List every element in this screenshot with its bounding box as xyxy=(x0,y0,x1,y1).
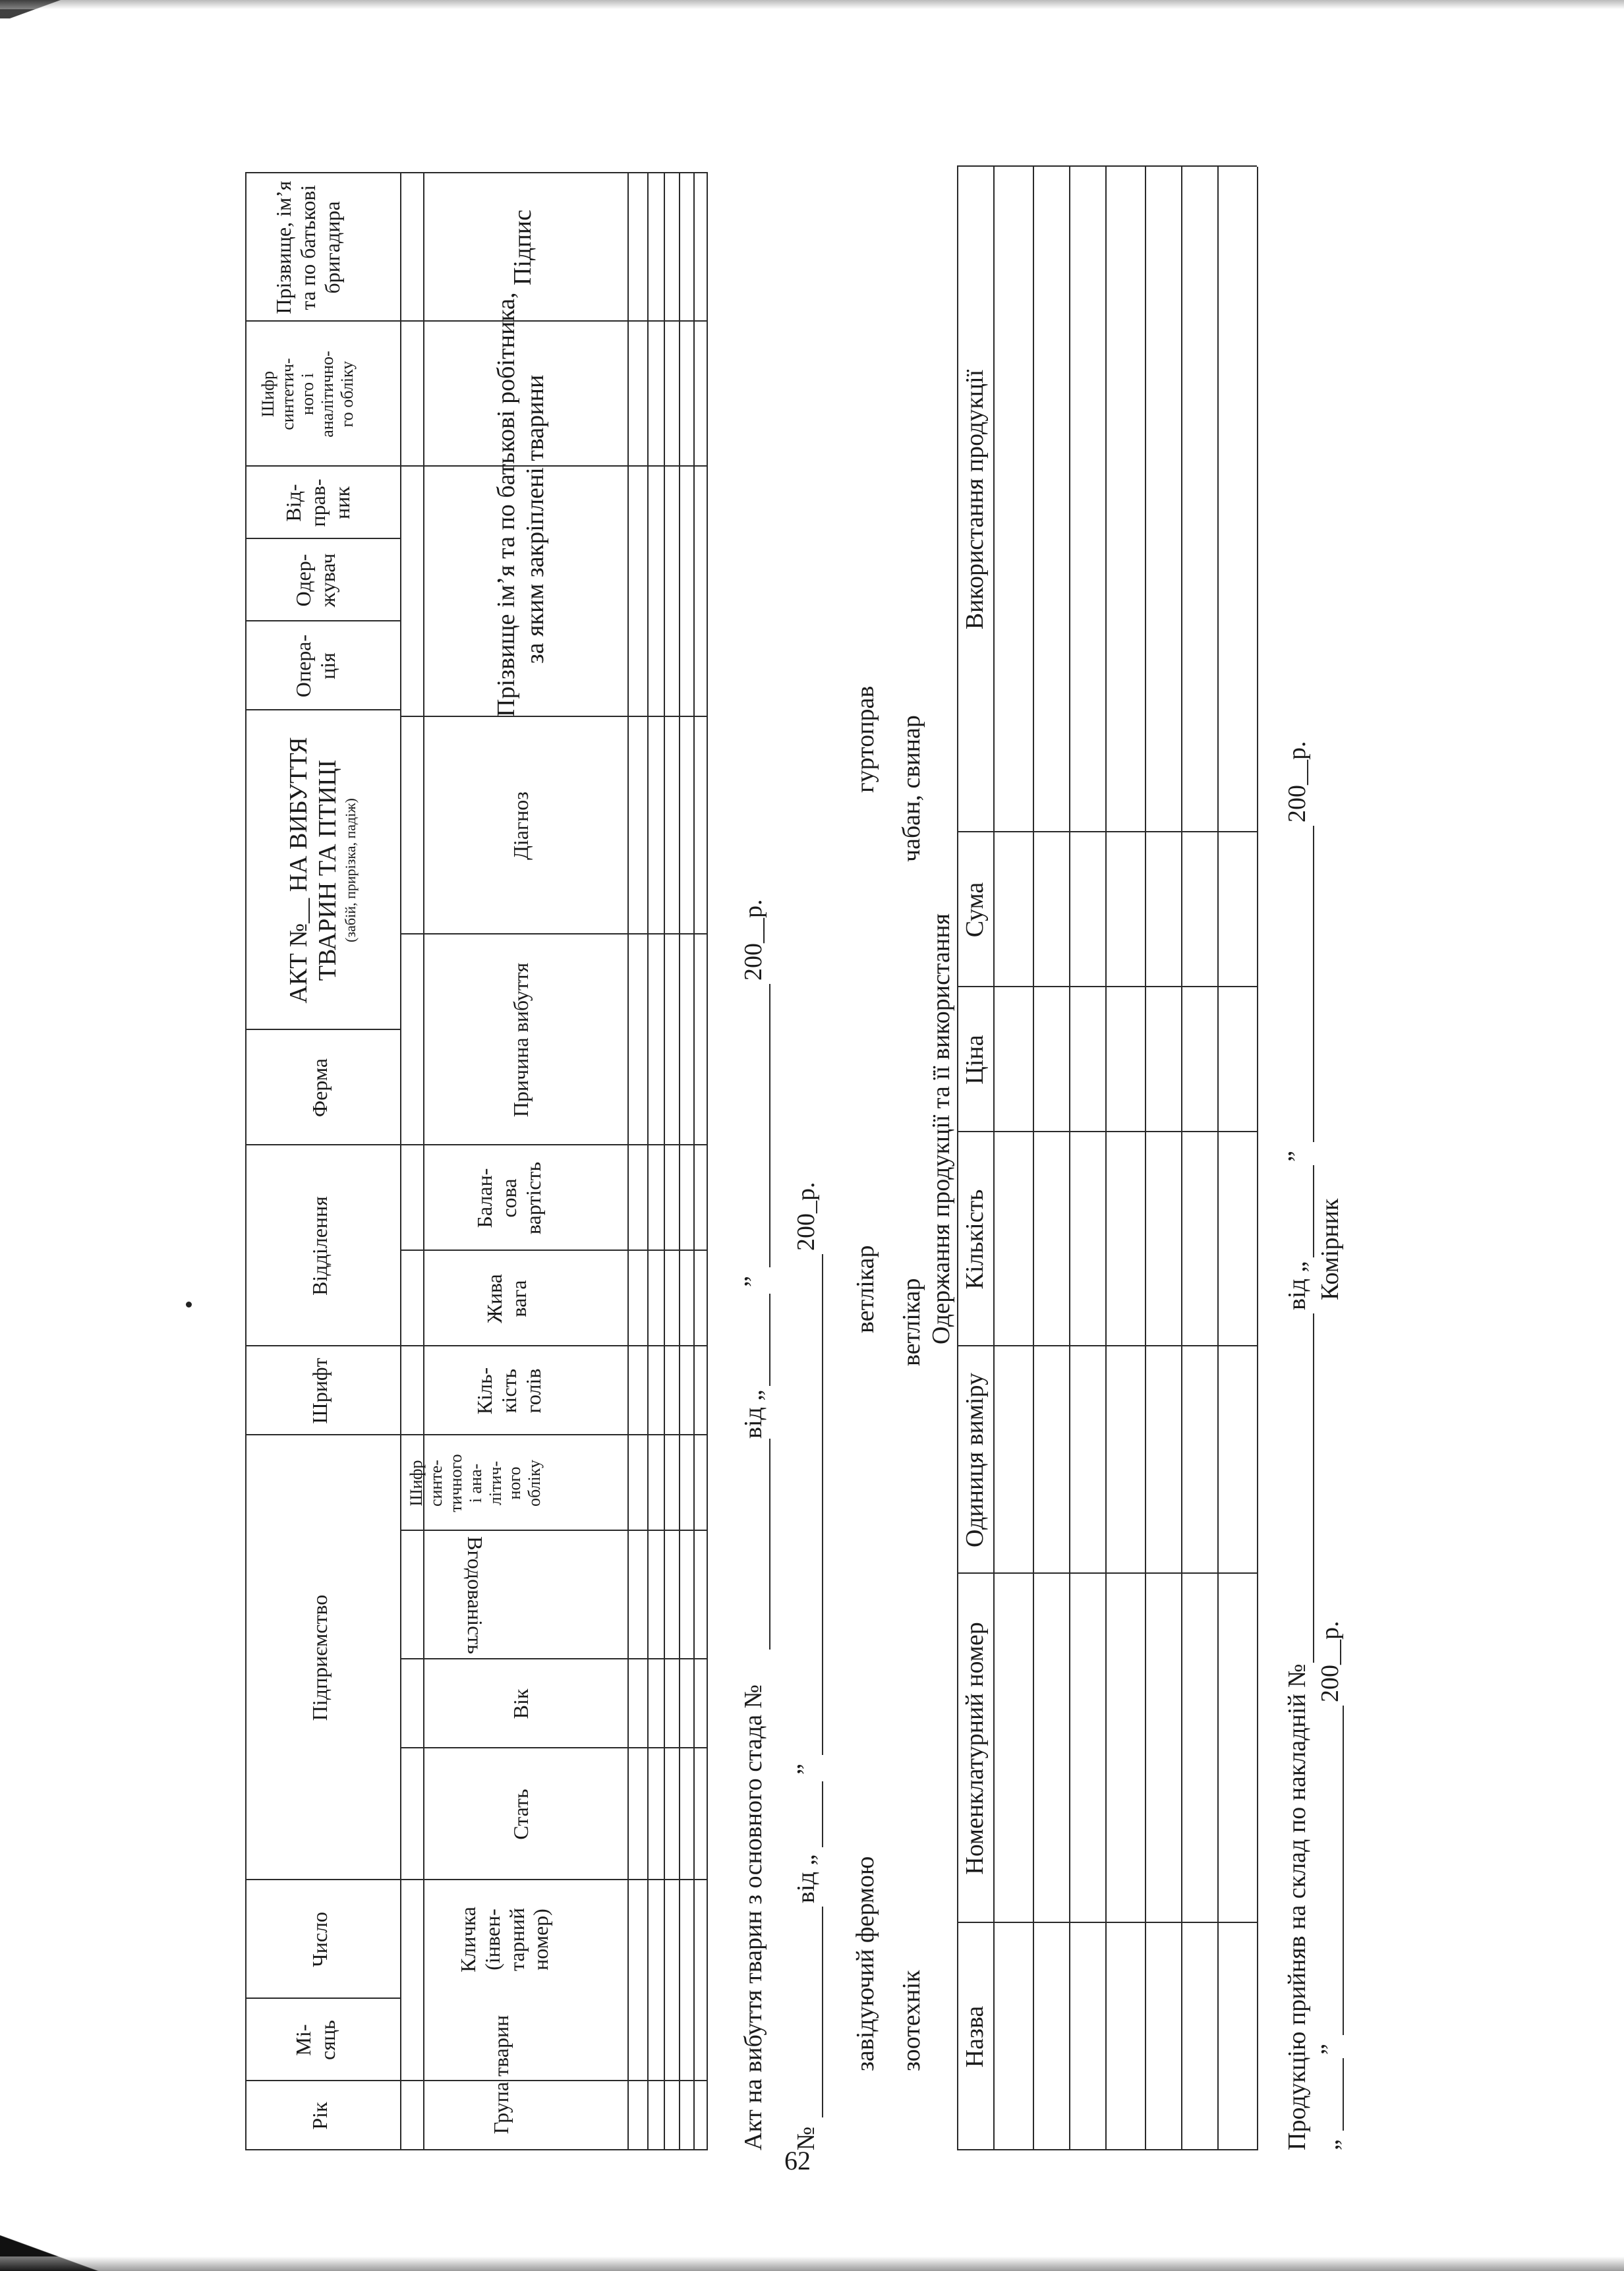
header-year: Рік xyxy=(308,2102,332,2130)
prod-header-sum: Сума xyxy=(961,882,989,938)
col-balance: Балан- сова вартість xyxy=(473,1161,545,1235)
rotated-form: Рік Мі- сяць Число Підприємство Шрифт Відділення Ферма АКТ №__ НА ВИБУТТЯ ТВАРИН ТА ПТИЦІ (забій, прирізка, падіж) Опера- ція Одер- жувач Від- прав- ник Шифр синтетич- ного і аналітично- го обліку Прізвище, ім’я та по батькові бригадира Група тварин Кличка (інвен- тарний номер) Стать Вік Вгодованість Шифр синте- тичного і ана- літич- ного обліку Кіль- кість голів Жива вага Балан- сова вартість Причина вибуття Діагноз Прізвище ім’я та по батькові робітника, за яким закріплені тварини Підпис Акт на вибуття тварин з основного стада № від „ ” 200__р. № від „ ” 200_р. завідуючий фермою ветлікар гуртоправ зоотехнік ветлікар чабан, свинар Одержання продукції та її використання Назва Номенклатурний номер Одиниця виміру Кількість Ціна Сума Використання продукції Продукцію прийняв на склад по накладній № від „ ” 200__р. „ ” 200__р. Комірник xyxy=(245,121,1379,2150)
col-weight: Жива вага xyxy=(482,1274,531,1323)
storekeeper-label: Комірник xyxy=(1316,1198,1344,1300)
col-sex: Стать xyxy=(509,1789,533,1840)
col-group: Група тварин xyxy=(489,2015,513,2135)
col-nickname: Кличка (інвен- тарний номер) xyxy=(456,1907,553,1972)
act-from: від „ xyxy=(740,1389,767,1439)
zootech-label: зоотехнік xyxy=(898,1970,925,2071)
header-row-divider2 xyxy=(423,173,424,2150)
header-foreman: Прізвище, ім’я та по батькові бригадира xyxy=(272,181,344,314)
prod-header-unit: Одиниця виміру xyxy=(961,1373,989,1547)
prod-header-usage: Використання продукції xyxy=(961,369,989,630)
col-diagnosis: Діагноз xyxy=(509,791,533,860)
header-sender: Від- прав- ник xyxy=(281,478,354,527)
row-line xyxy=(679,173,680,2150)
col-signature: Підпис xyxy=(509,210,536,285)
herdsman-label: гуртоправ xyxy=(852,685,879,793)
shepherd-label: чабан, свинар xyxy=(898,715,925,862)
prod-header-quantity: Кількість xyxy=(961,1189,989,1290)
vet1-label: ветлікар xyxy=(852,1245,879,1333)
header-cipher: Шифр синтетич- ного і аналітично- го обліку xyxy=(258,351,357,438)
header-day: Число xyxy=(308,1911,332,1968)
accepted-line: Продукцію прийняв на склад по накладній № xyxy=(1283,1663,1311,2150)
act-title: АКТ №__ НА ВИБУТТЯ ТВАРИН ТА ПТИЦІ (забій, прирізка, падіж) xyxy=(285,737,359,1004)
prod-header-nomenclature: Номенклатурний номер xyxy=(961,1622,989,1875)
table-border-bottom xyxy=(707,173,708,2150)
col-fatness: Вгодованість xyxy=(463,1536,487,1654)
col-reason: Причина вибуття xyxy=(509,962,533,1118)
subheader-divider xyxy=(627,173,629,2150)
production-title: Одержання продукції та її використання xyxy=(927,913,955,1345)
header-receiver: Одер- жувач xyxy=(291,553,339,608)
scan-speck xyxy=(186,1302,192,1308)
no-label: № xyxy=(792,2126,820,2150)
header-month: Мі- сяць xyxy=(291,2020,339,2060)
header-farm: Ферма xyxy=(308,1058,332,1118)
scan-edge-bottom xyxy=(0,2257,1624,2271)
table-border-top xyxy=(245,173,246,2150)
prod-header-name: Назва xyxy=(961,2005,989,2068)
header-row-divider xyxy=(400,173,401,2150)
page-number: 62 xyxy=(784,2146,811,2175)
prod-header-price: Ціна xyxy=(961,1035,989,1085)
act-line: Акт на вибуття тварин з основного стада № xyxy=(740,1684,767,2150)
col-cipher2: Шифр синте- тичного і ана- літич- ного обліку xyxy=(407,1454,544,1512)
header-enterprise: Підприємство xyxy=(308,1594,332,1721)
row-line xyxy=(693,173,695,2150)
row-line xyxy=(647,173,649,2150)
vet2-label: ветлікар xyxy=(898,1278,925,1366)
scan-edge-top xyxy=(0,0,1624,9)
header-operation: Опера- ція xyxy=(291,634,339,698)
col-count: Кіль- кість голів xyxy=(473,1367,545,1415)
header-department: Відділення xyxy=(308,1196,332,1296)
col-age: Вік xyxy=(509,1688,533,1719)
header-code: Шрифт xyxy=(308,1358,332,1424)
col-worker: Прізвище ім’я та по батькові робітника, за яким закріплені тварини xyxy=(492,292,549,717)
row-line xyxy=(664,173,665,2150)
farm-manager-label: завідуючий фермою xyxy=(852,1856,879,2071)
